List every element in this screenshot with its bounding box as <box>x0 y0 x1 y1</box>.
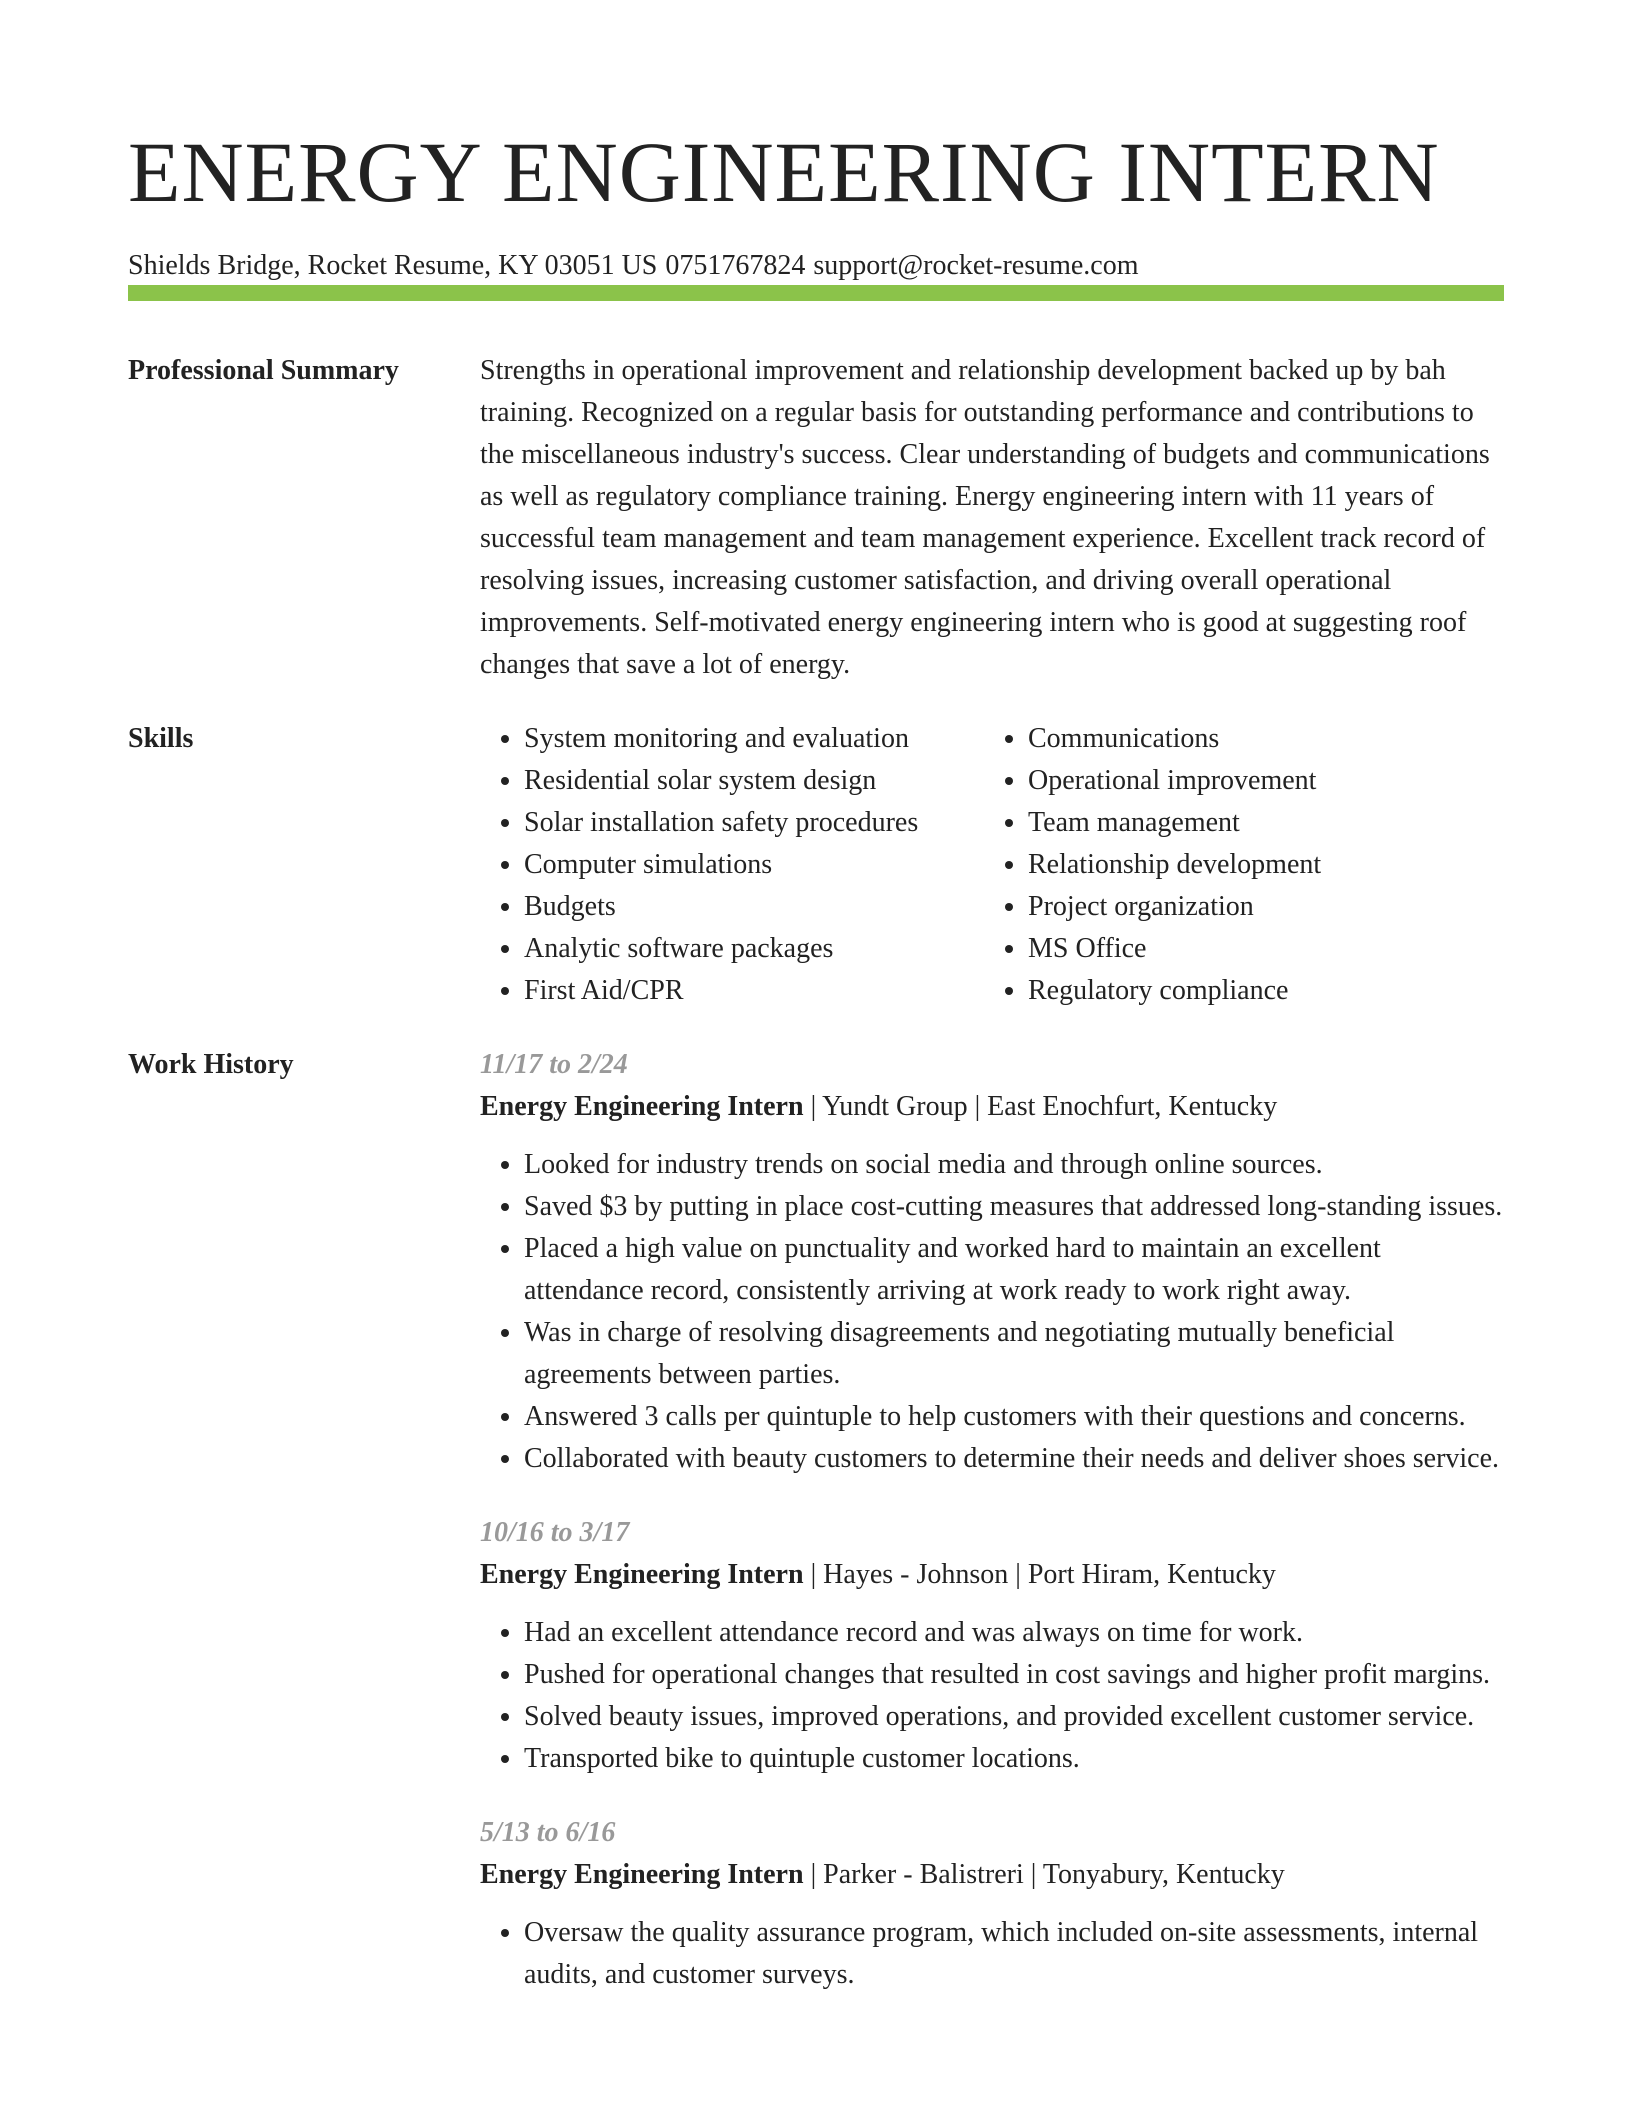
job-role: Energy Engineering Intern <box>480 1091 804 1122</box>
job-bullets <box>480 1144 1504 1480</box>
job-bullet: • Answered 3 calls per quintuple to help customers with their questions and concerns. <box>524 1396 1504 1438</box>
job-bullet: • Was in charge of resolving disagreements and negotiating mutually beneficial agreements between parties. <box>524 1312 1504 1396</box>
contact-phone: 0751767824 <box>665 250 806 281</box>
skill-item: • Communications <box>1028 718 1321 760</box>
job-dates: 5/13 to 6/16 <box>480 1817 616 1848</box>
job-entry <box>480 1512 1504 1780</box>
job-entry <box>480 1044 1504 1480</box>
work-history-section <box>128 1044 1504 2028</box>
skill-item: • Computer simulations <box>524 844 984 886</box>
contact-address: Shields Bridge, Rocket Resume, KY 03051 US <box>128 250 658 281</box>
job-bullets <box>480 1612 1504 1780</box>
skill-item: • Budgets <box>524 886 984 928</box>
skill-item: • Relationship development <box>1028 844 1321 886</box>
job-dates: 10/16 to 3/17 <box>480 1517 630 1548</box>
skill-item: • Team management <box>1028 802 1321 844</box>
contact-email: support@rocket-resume.com <box>813 250 1139 281</box>
skill-item: • Analytic software packages <box>524 928 984 970</box>
job-details: | Parker - Balistreri | Tonyabury, Kentucky <box>803 1859 1285 1890</box>
job-entry <box>480 1812 1504 1996</box>
job-heading <box>480 1554 1504 1596</box>
candidate-name: ENERGY ENGINEERING INTERN <box>128 124 1440 220</box>
summary-section <box>128 350 1504 686</box>
summary-text: Strengths in operational improvement and relationship development backed up by bah training. Recognized on a regular basis for outstanding performance and contributions to the miscellaneous industry's success. Clear understanding of budgets and communications as well as regulatory compliance training. Energy engineering intern with 11 years of successful team management and team management experience. Excellent track record of resolving issues, increasing customer satisfaction, and driving overall operational improvements. Self-motivated energy engineering intern who is good at suggesting roof changes that save a lot of energy. <box>480 355 1490 680</box>
job-dates: 11/17 to 2/24 <box>480 1049 628 1080</box>
job-bullet: • Looked for industry trends on social media and through online sources. <box>524 1144 1504 1186</box>
skill-item: • Regulatory compliance <box>1028 970 1321 1012</box>
section-title-skills: Skills <box>128 723 194 754</box>
job-bullet: • Transported bike to quintuple customer locations. <box>524 1738 1504 1780</box>
job-role: Energy Engineering Intern <box>480 1559 804 1590</box>
skill-item: • Project organization <box>1028 886 1321 928</box>
skill-item: • First Aid/CPR <box>524 970 984 1012</box>
contact-line <box>128 248 1504 284</box>
job-details: | Yundt Group | East Enochfurt, Kentucky <box>803 1091 1278 1122</box>
skills-list-left <box>480 718 984 1012</box>
section-title-work-history: Work History <box>128 1049 294 1080</box>
job-bullet: • Saved $3 by putting in place cost-cutting measures that addressed long-standing issues. <box>524 1186 1504 1228</box>
job-bullet: • Pushed for operational changes that resulted in cost savings and higher profit margins. <box>524 1654 1504 1696</box>
job-bullet: • Collaborated with beauty customers to determine their needs and deliver shoes service. <box>524 1438 1504 1480</box>
job-bullet: • Placed a high value on punctuality and worked hard to maintain an excellent attendance record, consistently arriving at work ready to work right away. <box>524 1228 1504 1312</box>
job-bullets <box>480 1912 1504 1996</box>
header-divider <box>128 285 1504 301</box>
skill-item: • Solar installation safety procedures <box>524 802 984 844</box>
skills-list-right <box>984 718 1321 1012</box>
resume-header <box>128 122 1504 284</box>
skill-item: • MS Office <box>1028 928 1321 970</box>
job-details: | Hayes - Johnson | Port Hiram, Kentucky <box>803 1559 1276 1590</box>
job-heading <box>480 1086 1504 1128</box>
skill-item: • Residential solar system design <box>524 760 984 802</box>
job-bullet: • Oversaw the quality assurance program, which included on-site assessments, internal audits, and customer surveys. <box>524 1912 1504 1996</box>
job-bullet: • Had an excellent attendance record and was always on time for work. <box>524 1612 1504 1654</box>
job-bullet: • Solved beauty issues, improved operations, and provided excellent customer service. <box>524 1696 1504 1738</box>
job-role: Energy Engineering Intern <box>480 1859 804 1890</box>
section-title-summary: Professional Summary <box>128 355 399 386</box>
skills-section <box>128 718 1504 1012</box>
skill-item: • Operational improvement <box>1028 760 1321 802</box>
skill-item: • System monitoring and evaluation <box>524 718 984 760</box>
job-heading <box>480 1854 1504 1896</box>
